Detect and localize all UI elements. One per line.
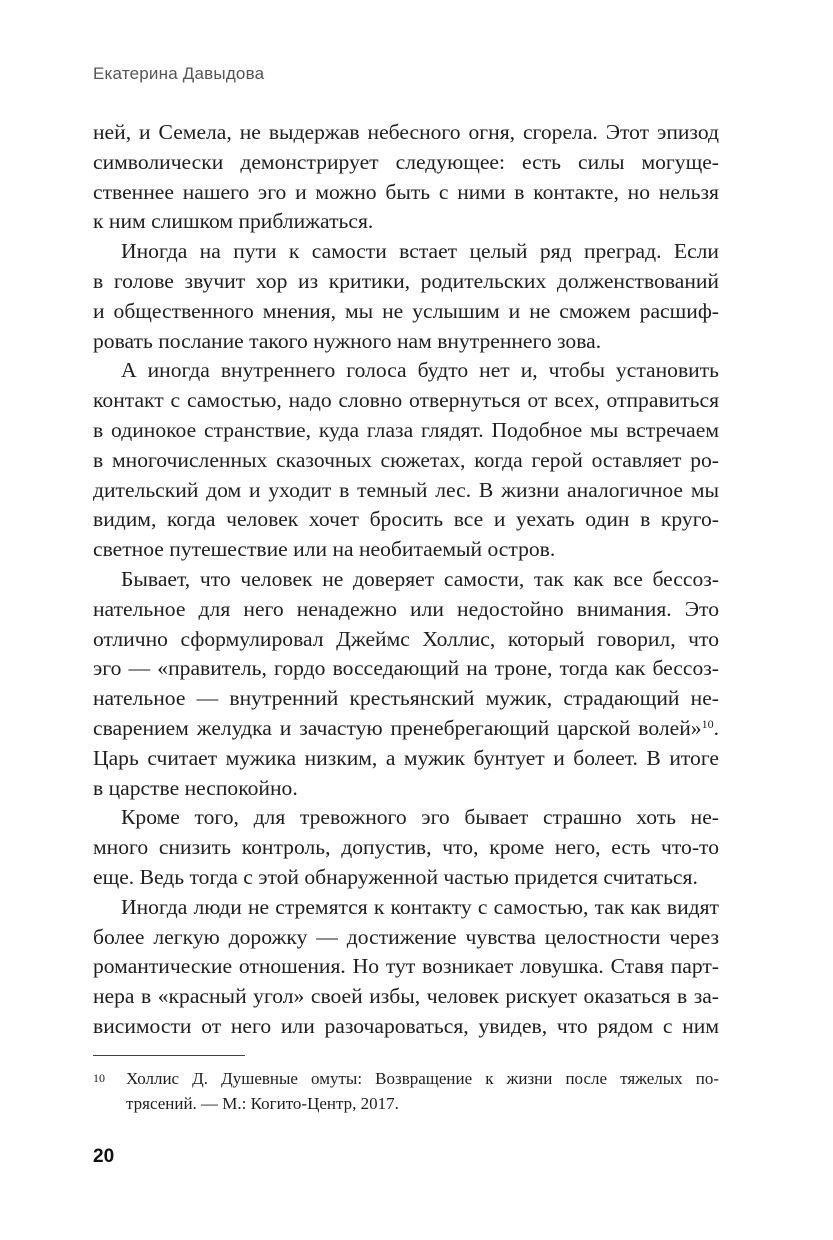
text-line: более легкую дорожку — достижение чувства целостности через [93, 924, 719, 949]
text-line: видим, когда человек хочет бросить все и уехать один в круго- [93, 507, 719, 532]
footnote-line: трясений. — М.: Когито-Центр, 2017. [126, 1094, 399, 1113]
text-line: Иногда люди не стремятся к контакту с самостью, так как видят [121, 894, 719, 919]
text-line: эго — «правитель, гордо восседающий на троне, тогда как бессоз- [93, 656, 719, 681]
text-line: в одинокое странствие, куда глаза глядят. Подобное мы встречаем [93, 417, 719, 442]
running-head-author: Екатерина Давыдова [93, 64, 265, 83]
text-line: дительский дом и уходит в темный лес. В жизни аналогичное мы [93, 477, 719, 502]
text-line: много снизить контроль, допустив, что, кроме него, есть что-то [93, 835, 719, 860]
text-line: Бывает, что человек не доверяет самости, так как все бессоз- [121, 566, 719, 591]
text-line: в голове звучит хор из критики, родительских долженствований [93, 268, 719, 293]
footnote [93, 1066, 719, 1116]
text-line: светное путешествие или на необитаемый остров. [93, 537, 556, 562]
text-line: ственнее нашего эго и можно быть с ними в контакте, но нельзя [93, 179, 719, 204]
text-line: А иногда внутреннего голоса будто нет и, чтобы установить [121, 358, 719, 383]
text-line: Кроме того, для тревожного эго бывает страшно хоть не- [121, 805, 719, 830]
text-line: романтические отношения. Но тут возникает ловушка. Ставя парт- [93, 954, 719, 979]
footnote-divider [93, 1055, 245, 1056]
text-line: контакт с самостью, надо словно отвернуться от всех, отправиться [93, 388, 719, 413]
body-text [93, 118, 719, 1042]
text-line: еще. Ведь тогда с этой обнаруженной частью придется считаться. [93, 864, 698, 889]
footnote-line: Холлис Д. Душевные омуты: Возвращение к жизни после тяжелых по- [126, 1069, 719, 1088]
text-line: сварением желудка и зачастую пренебрегающий царской волей»$^{10}$. [93, 715, 719, 740]
page-number: 20 [93, 1146, 115, 1167]
text-line: Царь считает мужика низким, а мужик бунтует и болеет. В итоге [93, 745, 719, 770]
text-line: ней, и Семела, не выдержав небесного огня, сгорела. Этот эпизод [93, 120, 719, 144]
text-line: к ним слишком приближаться. [93, 209, 374, 234]
text-line: нательное — внутренний крестьянский мужик, страдающий не- [93, 686, 719, 711]
text-line: Иногда на пути к самости встает целый ряд преград. Если [121, 239, 719, 264]
text-line: в многочисленных сказочных сюжетах, когда герой оставляет ро- [93, 447, 719, 472]
text-line: висимости от него или разочароваться, увидев, что рядом с ним [93, 1013, 719, 1038]
text-line: отлично сформулировал Джеймс Холлис, который говорил, что [93, 626, 719, 651]
text-line: символически демонстрирует следующее: есть силы могуще- [93, 149, 719, 174]
text-line: ровать послание такого нужного нам внутреннего зова. [93, 328, 602, 353]
text-line: нера в «красный угол» своей избы, человек рискует оказаться в за- [93, 984, 719, 1009]
text-line: в царстве неспокойно. [93, 775, 298, 800]
text-line: нательное для него ненадежно или недостойно внимания. Это [93, 596, 719, 621]
footnote-number: 10 [93, 1071, 105, 1085]
footnote-reference[interactable]: 10 [701, 716, 714, 731]
text-line: и общественного мнения, мы не услышим и не сможем расшиф- [93, 298, 719, 323]
